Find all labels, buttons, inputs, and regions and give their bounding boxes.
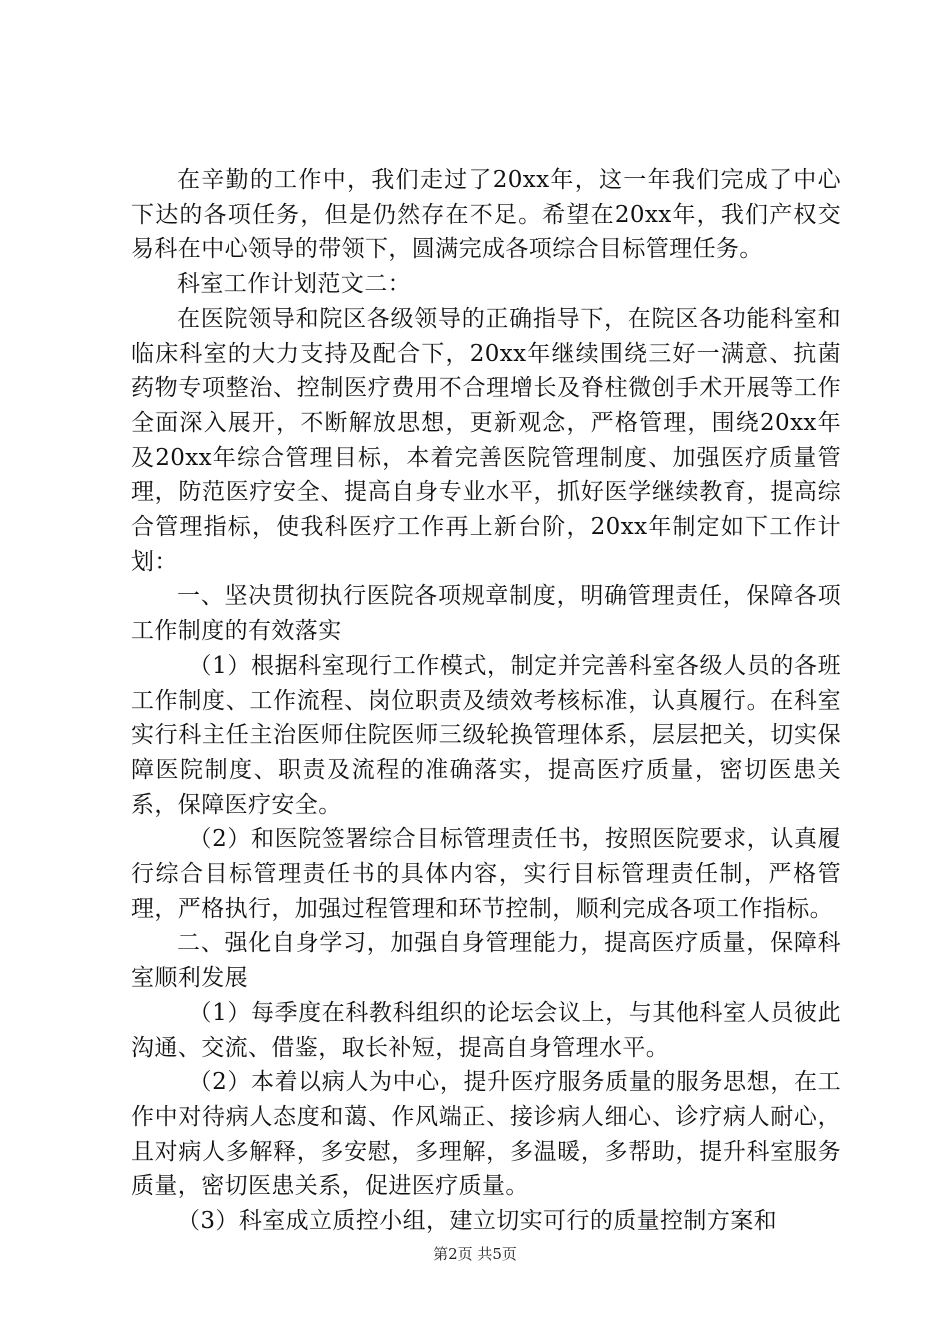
paragraph-intro: 在医院领导和院区各级领导的正确指导下，在院区各功能科室和临床科室的大力支持及配合下，20xx年继续围绕三好一满意、抗菌药物专项整治、控制医疗费用不合理增长及脊柱微创手术开展等工作全面深入展开，不断解放思想，更新观念，严格管理，围绕20xx年及20xx年综合管理目标，本着完善医院管理制度、加强医疗质量管理，防范医疗安全、提高自身专业水平，抓好医学继续教育，提高综合管理指标，使我科医疗工作再上新台阶，20xx年制定如下工作计划： [131,305,841,575]
paragraph-item-1-2: （2）和医院签署综合目标管理责任书，按照医院要求，认真履行综合目标管理责任书的具体内容，实行目标管理责任制，严格管理，严格执行，加强过程管理和环节控制，顺利完成各项工作指标。 [131,826,841,922]
paragraph-item-2-1: （1）每季度在科教科组织的论坛会议上，与其他科室人员彼此沟通、交流、借鉴，取长补短，提高自身管理水平。 [131,999,841,1061]
document-body [131,163,841,1239]
paragraph-item-1-1: （1）根据科室现行工作模式，制定并完善科室各级人员的各班工作制度、工作流程、岗位职责及绩效考核标准，认真履行。在科室实行科主任主治医师住院医师三级轮换管理体系，层层把关，切实保障医院制度、职责及流程的准确落实，提高医疗质量，密切医患关系，保障医疗安全。 [131,652,841,818]
section-heading-two: 二、强化自身学习，加强自身管理能力，提高医疗质量，保障科室顺利发展 [131,930,841,992]
paragraph-summary: 在辛勤的工作中，我们走过了20xx年，这一年我们完成了中心下达的各项任务，但是仍然存在不足。希望在20xx年，我们产权交易科在中心领导的带领下，圆满完成各项综合目标管理任务。 [131,167,841,263]
paragraph-item-2-2: （2）本着以病人为中心，提升医疗服务质量的服务思想，在工作中对待病人态度和蔼、作风端正、接诊病人细心、诊疗病人耐心，且对病人多解释，多安慰，多理解，多温暖，多帮助，提升科室服务质量，密切医患关系，促进医疗质量。 [131,1069,841,1200]
page-number-label: 第2页 共5页 [433,1245,517,1263]
section-heading-one: 一、坚决贯彻执行医院各项规章制度，明确管理责任，保障各项工作制度的有效落实 [131,583,841,645]
paragraph-item-2-3: （3）科室成立质控小组，建立切实可行的质量控制方案和 [177,1208,778,1235]
page-footer [0,1243,950,1264]
paragraph-heading-sample-two: 科室工作计划范文二： [177,271,411,298]
